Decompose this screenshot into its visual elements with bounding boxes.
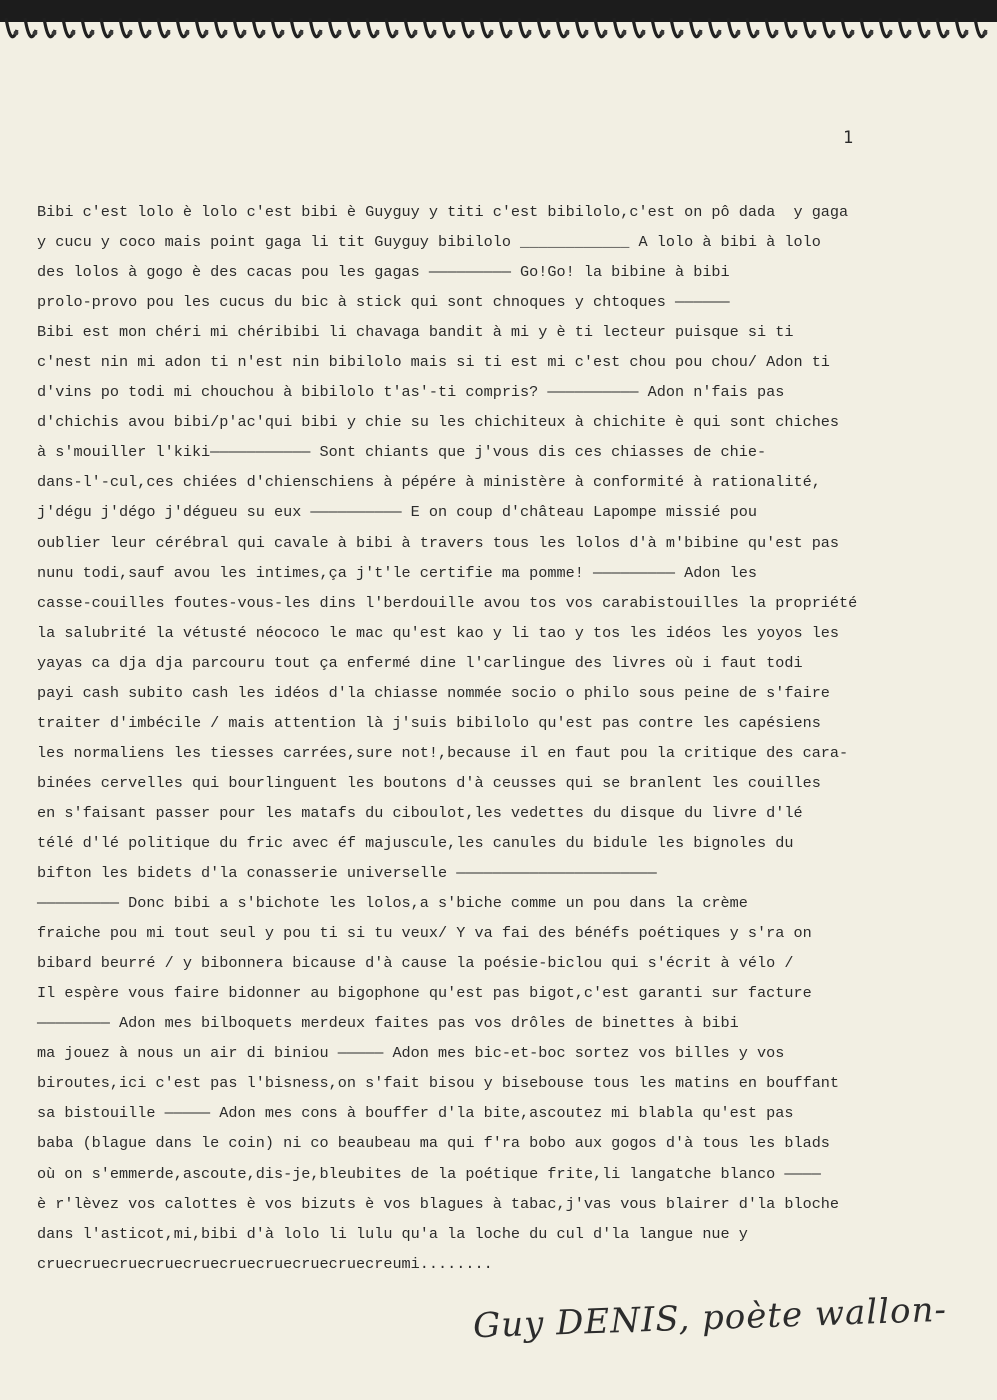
binding-hole bbox=[907, 31, 912, 36]
text-line: Bibi est mon chéri mi chéribibi li chavaga bandit à mi y è ti lecteur puisque si ti bbox=[37, 323, 794, 342]
text-line: nunu todi,sauf avou les intimes,ça j't'le certifie ma pomme! ————————— Adon les bbox=[37, 563, 758, 582]
binding-hole bbox=[565, 31, 570, 36]
text-line: Il espère vous faire bidonner au bigophone qu'est pas bigot,c'est garanti sur facture bbox=[37, 984, 812, 1003]
text-line: casse-couilles foutes-vous-les dins l'berdouille avou tos vos carabistouilles la propriété bbox=[37, 593, 858, 612]
binding-hole bbox=[90, 31, 95, 36]
binding-hole bbox=[128, 31, 133, 36]
text-line: j'dégu j'dégo j'dégueu su eux —————————— E on coup d'château Lapompe missié pou bbox=[37, 503, 758, 522]
binding-hole bbox=[489, 31, 494, 36]
binding-hole bbox=[223, 31, 228, 36]
binding-hole bbox=[641, 31, 646, 36]
binding-hole bbox=[831, 31, 836, 36]
binding-hole bbox=[14, 31, 19, 36]
text-line: ma jouez à nous un air di biniou ————— Adon mes bic-et-boc sortez vos billes y vos bbox=[37, 1044, 785, 1063]
text-line: la salubrité la vétusté néococo le mac qu'est kao y li tao y tos les idéos les yoyos les bbox=[37, 623, 840, 642]
text-line: sa bistouille ————— Adon mes cons à bouffer d'la bite,ascoutez mi blabla qu'est pas bbox=[37, 1104, 794, 1123]
binding-hole bbox=[33, 31, 38, 36]
binding-hole bbox=[698, 31, 703, 36]
poem-text bbox=[37, 197, 962, 1279]
binding-hole bbox=[527, 31, 532, 36]
text-line: en s'faisant passer pour les matafs du ciboulot,les vedettes du disque du livre d'lé bbox=[37, 803, 803, 822]
spiral-binding bbox=[0, 0, 997, 52]
text-line: prolo-provo pou les cucus du bic à stick qui sont chnoques y chtoques —————— bbox=[37, 293, 730, 312]
binding-hole bbox=[945, 31, 950, 36]
binding-hole bbox=[299, 31, 304, 36]
text-line: binées cervelles qui bourlinguent les boutons d'à ceusses qui se branlent les couilles bbox=[37, 773, 821, 792]
binding-hole bbox=[204, 31, 209, 36]
binding-hole bbox=[793, 31, 798, 36]
text-line: y cucu y coco mais point gaga li tit Guyguy bibilolo ____________ A lolo à bibi à lolo bbox=[37, 233, 821, 252]
binding-hole bbox=[242, 31, 247, 36]
binding-hole bbox=[451, 31, 456, 36]
text-line: télé d'lé politique du fric avec éf majuscule,les canules du bidule les bignoles du bbox=[37, 833, 794, 852]
text-line: d'chichis avou bibi/p'ac'qui bibi y chie su les chichiteux à chichite è qui sont chiches bbox=[37, 413, 840, 432]
binding-hole bbox=[185, 31, 190, 36]
binding-hole bbox=[755, 31, 760, 36]
text-line: cruecruecruecruecruecruecruecruecruecreumi........ bbox=[37, 1254, 493, 1273]
text-line: payi cash subito cash les idéos d'la chiasse nommée socio o philo sous peine de s'faire bbox=[37, 683, 830, 702]
text-line: yayas ca dja dja parcouru tout ça enfermé dine l'carlingue des livres où i faut todi bbox=[37, 653, 803, 672]
binding-hole bbox=[337, 31, 342, 36]
text-line: des lolos à gogo è des cacas pou les gagas ————————— Go!Go! la bibine à bibi bbox=[37, 263, 730, 282]
binding-hole bbox=[280, 31, 285, 36]
binding-hole bbox=[318, 31, 323, 36]
binding-hole bbox=[375, 31, 380, 36]
binding-hole bbox=[774, 31, 779, 36]
binding-hole bbox=[888, 31, 893, 36]
binding-hole bbox=[109, 31, 114, 36]
binding-hole bbox=[850, 31, 855, 36]
binding-hole bbox=[356, 31, 361, 36]
text-line: bibard beurré / y bibonnera bicause d'à cause la poésie-biclou qui s'écrit à vélo / bbox=[37, 954, 794, 973]
binding-hole bbox=[983, 31, 988, 36]
text-line: è r'lèvez vos calottes è vos bizuts è vos blagues à tabac,j'vas vous blairer d'la bloche bbox=[37, 1194, 840, 1213]
binding-hole bbox=[432, 31, 437, 36]
page-number: 1 bbox=[843, 128, 854, 148]
text-line: fraiche pou mi tout seul y pou ti si tu veux/ Y va fai des bénéfs poétiques y s'ra on bbox=[37, 924, 812, 943]
text-line: oublier leur cérébral qui cavale à bibi à travers tous les lolos d'à m'bibine qu'est pas bbox=[37, 533, 840, 552]
text-line: où on s'emmerde,ascoute,dis-je,bleubites de la poétique frite,li langatche blanco ———— bbox=[37, 1164, 821, 1183]
binding-hole bbox=[147, 31, 152, 36]
text-line: Bibi c'est lolo è lolo c'est bibi è Guyguy y titi c'est bibilolo,c'est on pô dada y gaga bbox=[37, 203, 849, 221]
binding-hole bbox=[166, 31, 171, 36]
binding-hole bbox=[736, 31, 741, 36]
handwritten-signature: Guy DENIS, poète wallon- bbox=[472, 1289, 948, 1347]
binding-hole bbox=[470, 31, 475, 36]
binding-hole bbox=[413, 31, 418, 36]
text-line: ————————— Donc bibi a s'bichote les lolos,a s'biche comme un pou dans la crème bbox=[37, 894, 748, 913]
binding-hole bbox=[717, 31, 722, 36]
text-line: dans l'asticot,mi,bibi d'à lolo li lulu qu'a la loche du cul d'la langue nue y bbox=[37, 1224, 748, 1243]
text-line: dans-l'-cul,ces chiées d'chienschiens à pépére à ministère à conformité à rationalité, bbox=[37, 473, 821, 492]
text-line: à s'mouiller l'kiki——————————— Sont chiants que j'vous dis ces chiasses de chie- bbox=[37, 443, 767, 462]
binding-hole bbox=[71, 31, 76, 36]
binding-hole bbox=[584, 31, 589, 36]
binding-hole bbox=[261, 31, 266, 36]
text-line: c'nest nin mi adon ti n'est nin bibilolo mais si ti est mi c'est chou pou chou/ Adon ti bbox=[37, 353, 830, 372]
binding-hole bbox=[679, 31, 684, 36]
text-line: les normaliens les tiesses carrées,sure not!,because il en faut pou la critique des cara- bbox=[37, 743, 849, 762]
text-line: ———————— Adon mes bilboquets merdeux faites pas vos drôles de binettes à bibi bbox=[37, 1014, 739, 1033]
binding-hole bbox=[926, 31, 931, 36]
binding-hole bbox=[508, 31, 513, 36]
text-line: baba (blague dans le coin) ni co beaubeau ma qui f'ra bobo aux gogos d'à tous les blads bbox=[37, 1134, 830, 1153]
binding-hole bbox=[622, 31, 627, 36]
binding-hole bbox=[660, 31, 665, 36]
text-line: traiter d'imbécile / mais attention là j'suis bibilolo qu'est pas contre les capésiens bbox=[37, 713, 821, 732]
binding-hole bbox=[52, 31, 57, 36]
text-line: bifton les bidets d'la conasserie universelle —————————————————————— bbox=[37, 864, 657, 883]
binding-hole bbox=[546, 31, 551, 36]
text-line: d'vins po todi mi chouchou à bibilolo t'as'-ti compris? —————————— Adon n'fais pas bbox=[37, 383, 785, 402]
text-line: biroutes,ici c'est pas l'bisness,on s'fait bisou y bisebouse tous les matins en bouffant bbox=[37, 1074, 840, 1093]
binding-hole bbox=[869, 31, 874, 36]
binding-hole bbox=[394, 31, 399, 36]
binding-hole bbox=[603, 31, 608, 36]
binding-hole bbox=[964, 31, 969, 36]
binding-hole bbox=[812, 31, 817, 36]
